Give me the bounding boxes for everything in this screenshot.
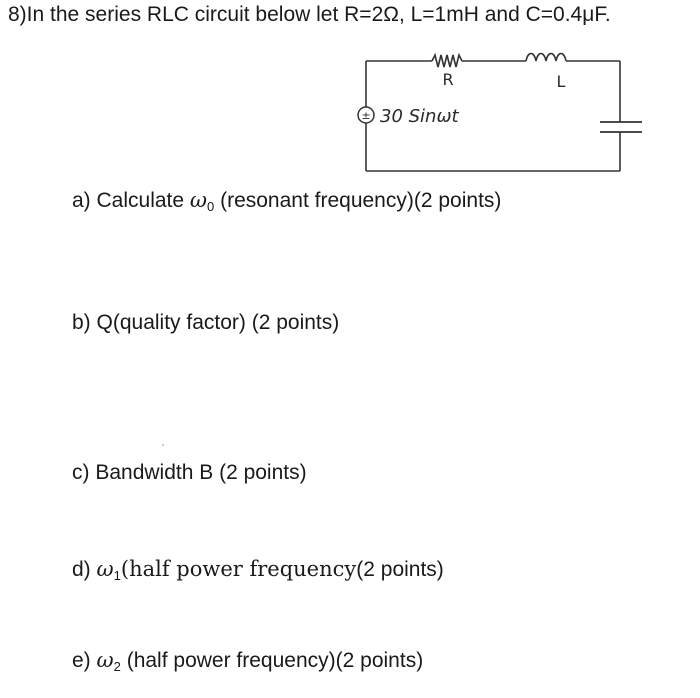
question-a-suffix: (resonant frequency)(2 points) — [214, 189, 502, 212]
omega-symbol: ω — [189, 188, 208, 212]
question-a — [72, 188, 501, 214]
question-b: b) Q(quality factor) (2 points) — [72, 311, 340, 334]
rlc-circuit-diagram — [330, 40, 650, 180]
question-e-suffix: (half power frequency)(2 points) — [120, 649, 424, 672]
question-a-prefix: a) Calculate — [72, 189, 190, 212]
inductor-symbol — [526, 54, 566, 62]
question-d — [72, 557, 444, 583]
omega-symbol: ω — [96, 557, 114, 581]
question-d-prefix: d) — [72, 558, 97, 581]
omega-subscript: 0 — [207, 199, 215, 214]
problem-title: 8)In the series RLC circuit below let R=2Ω, L=1mH and C=0.4μF. — [8, 3, 611, 26]
resistor-label: R — [442, 70, 454, 89]
question-c: c) Bandwidth B (2 points) — [72, 461, 307, 484]
omega-symbol: ω — [96, 648, 114, 672]
omega-subscript: 1 — [113, 568, 121, 583]
question-d-suffix: (2 points) — [356, 558, 444, 581]
stray-mark — [162, 444, 164, 446]
omega-subscript: 2 — [113, 659, 121, 674]
resistor-symbol — [432, 55, 462, 67]
question-e — [72, 648, 423, 674]
question-e-prefix: e) — [72, 649, 97, 672]
source-label: 30 Sinωt — [380, 106, 459, 127]
inductor-label: L — [556, 72, 566, 91]
source-polarity-label: ± — [361, 109, 371, 122]
question-d-serif-text: (half power frequency — [120, 557, 357, 581]
